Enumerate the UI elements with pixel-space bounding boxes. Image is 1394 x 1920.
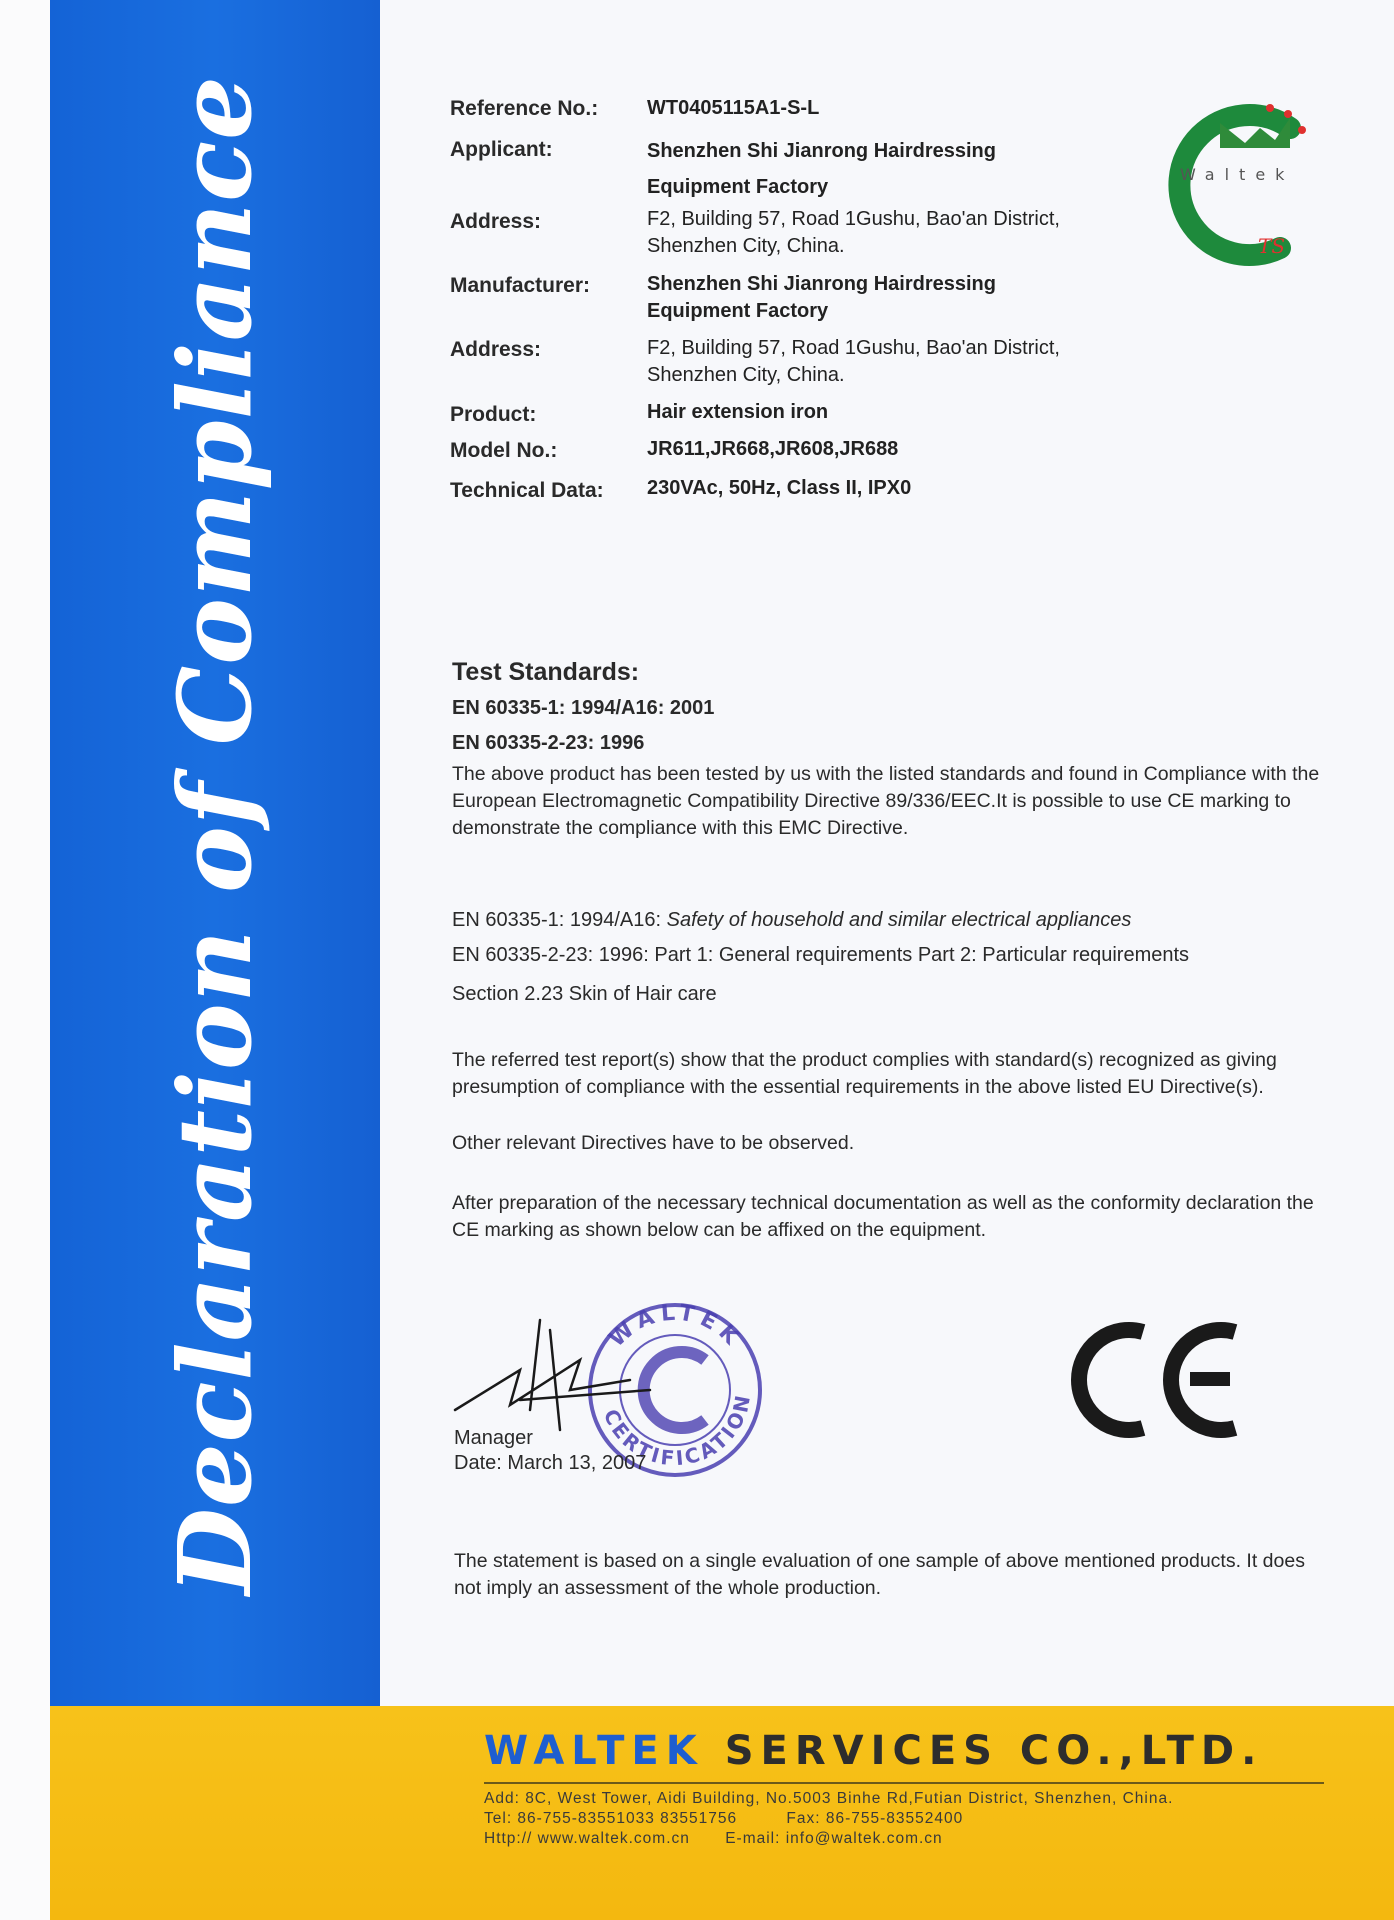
company-phone [484,1810,963,1828]
reference-label: Reference No.: [450,97,599,120]
product-value: Hair extension iron [647,401,829,423]
company-name [484,1728,1263,1774]
model-value: JR611,JR668,JR608,JR688 [647,438,899,460]
footer-divider [484,1782,1324,1784]
manufacturer-value-2: Equipment Factory [647,300,829,322]
applicant-value-2: Equipment Factory [647,176,829,198]
product-label: Product: [450,403,537,426]
company-web [484,1830,943,1848]
stamp-bottom-text: CERTIFICATION [598,1390,756,1471]
ce-c [1079,1330,1143,1430]
address-value-b: F2, Building 57, Road 1Gushu, Bao'an District, [647,337,1060,359]
address-label: Address: [450,210,542,233]
applicant-label: Applicant: [450,138,553,161]
test-standards-heading: Test Standards: [452,658,640,686]
signature-date: Date: March 13, 2007 [454,1452,647,1474]
reference-value: WT0405115A1-S-L [647,97,820,119]
page-margin [0,0,50,1920]
standard-description-1 [452,909,1131,932]
standard-2: EN 60335-2-23: 1996 [452,732,645,754]
manufacturer-label: Manufacturer: [450,274,591,297]
test-report-paragraph: The referred test report(s) show that the product complies with standard(s) recognized as giving presumption of compliance with the essential requirements in the above listed EU Directive(s). [452,1049,1277,1098]
website: Http:// www.waltek.com.cn [484,1830,690,1847]
standard-description-2: EN 60335-2-23: 1996: Part 1: General requirements Part 2: Particular requirements [452,944,1190,966]
fax: Fax: 86-755-83552400 [786,1810,964,1827]
stamp-emblem [644,1352,705,1428]
company-brand: WALTEK [484,1728,704,1774]
logo-dot [1298,126,1306,134]
logo-sub: TS [1258,234,1286,258]
ce-mark [1065,1320,1245,1440]
address-value: F2, Building 57, Road 1Gushu, Bao'an District, [647,208,1060,230]
compliance-paragraph: The above product has been tested by us with the listed standards and found in Compliance with the European Electromagnetic Compatibility Directive 89/336/EEC.It is possible to use CE marking to demonstrate the compliance with this EMC Directive. [452,763,1320,839]
applicant-value: Shenzhen Shi Jianrong Hairdressing [647,140,996,162]
other-directives: Other relevant Directives have to be observed. [452,1132,855,1154]
side-title: Declaration of Compliance [156,75,274,1595]
logo-dot [1266,104,1274,112]
company-address: Add: 8C, West Tower, Aidi Building, No.5003 Binhe Rd,Futian District, Shenzhen, China. [484,1790,1174,1807]
model-label: Model No.: [450,439,558,462]
logo-text: Waltek [1180,165,1295,184]
ce-e-bar [1190,1372,1230,1386]
ce-affix-paragraph: After preparation of the necessary technical documentation as well as the conformity declaration the CE marking as shown below can be affixed on the equipment. [452,1192,1314,1241]
technical-label: Technical Data: [450,479,604,502]
standard-description-3: Section 2.23 Skin of Hair care [452,983,717,1005]
waltek-logo [1150,88,1330,268]
standard-title: Safety of household and similar electrical appliances [666,909,1132,931]
address-value-b-2: Shenzhen City, China. [647,364,845,386]
company-rest: SERVICES CO.,LTD. [724,1728,1264,1774]
manufacturer-value: Shenzhen Shi Jianrong Hairdressing [647,273,996,295]
address-value-2: Shenzhen City, China. [647,235,845,257]
technical-value: 230VAc, 50Hz, Class II, IPX0 [647,477,912,499]
tel: Tel: 86-755-83551033 83551756 [484,1810,738,1827]
stamp-top-text: WALTEK [604,1300,748,1355]
address-label-2: Address: [450,338,542,361]
standard-code: EN 60335-1: 1994/A16: [452,909,662,931]
email: E-mail: info@waltek.com.cn [725,1830,943,1847]
standard-1: EN 60335-1: 1994/A16: 2001 [452,697,715,719]
manager-label: Manager [454,1427,533,1449]
logo-dot [1284,110,1292,118]
statement: The statement is based on a single evaluation of one sample of above mentioned products. It does not imply an assessment of the whole production. [454,1550,1305,1599]
